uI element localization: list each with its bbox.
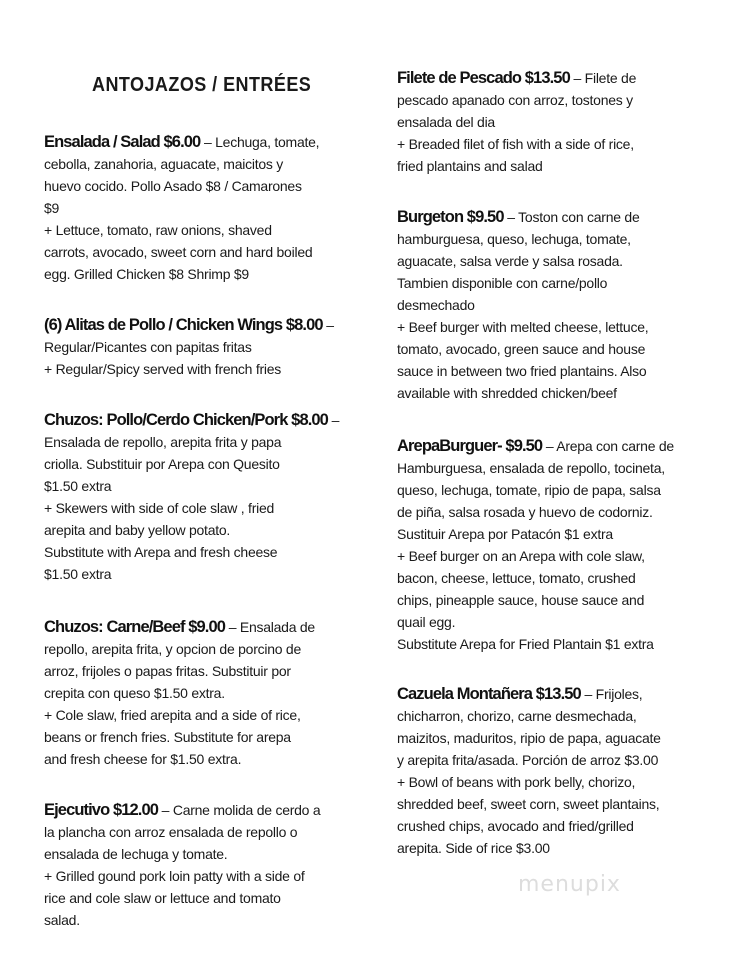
menu-item-desc-line: tomato, avocado, green sauce and house — [397, 341, 646, 357]
menu-item-desc-line: cebolla, zanahoria, aguacate, maicitos y — [44, 156, 284, 172]
menu-item-title: Filete de Pescado $13.50 — [397, 69, 570, 87]
menu-item-desc-line: $1.50 extra — [44, 478, 112, 494]
menu-item-desc-line: queso, lechuga, tomate, ripio de papa, salsa — [397, 482, 661, 498]
menu-item — [44, 409, 389, 585]
menu-item — [397, 67, 742, 177]
section-heading: ANTOJAZOS / ENTRÉES — [92, 74, 312, 96]
menu-item-header — [397, 683, 742, 705]
menu-item-desc-line: crepita con queso $1.50 extra. — [44, 685, 225, 701]
menu-item-desc-line: huevo cocido. Pollo Asado $8 / Camarones — [44, 178, 302, 194]
menu-item-desc-line: + Bowl of beans with pork belly, chorizo, — [397, 774, 636, 790]
menu-item-desc-line: + Beef burger on an Arepa with cole slaw, — [397, 548, 645, 564]
menu-item-desc: – Frijoles, — [580, 686, 643, 702]
menu-item-header — [44, 314, 389, 336]
menu-item-title: ArepaBurguer- $9.50 — [397, 437, 543, 455]
menu-item-desc-line: arepita. Side of rice $3.00 — [397, 840, 550, 856]
menu-item-desc-line: aguacate, salsa verde y salsa rosada. — [397, 253, 623, 269]
menu-item-desc-line: beans or french fries. Substitute for arepa — [44, 729, 291, 745]
menu-item-desc-line: egg. Grilled Chicken $8 Shrimp $9 — [44, 266, 249, 282]
menu-item — [397, 435, 742, 655]
menu-item-desc-line: Substitute with Arepa and fresh cheese — [44, 544, 278, 560]
menu-item-desc-line: Substitute Arepa for Fried Plantain $1 extra — [397, 636, 654, 652]
menu-item — [397, 206, 742, 404]
menu-item — [44, 799, 389, 931]
menu-item-desc-line: chicharron, chorizo, carne desmechada, — [397, 708, 637, 724]
menu-item-title: Ensalada / Salad $6.00 — [44, 133, 201, 151]
menu-item-header — [397, 435, 742, 457]
menu-item-desc-line: crushed chips, avocado and fried/grilled — [397, 818, 634, 834]
menu-item-desc-line: pescado apanado con arroz, tostones y — [397, 92, 633, 108]
menu-item — [397, 683, 742, 859]
menu-item-desc-line: Sustituir Arepa por Patacón $1 extra — [397, 526, 613, 542]
menu-item — [44, 131, 389, 285]
menu-item-desc-line: y arepita frita/asada. Porción de arroz $3.00 — [397, 752, 659, 768]
menu-item-desc-line: + Grilled gound pork loin patty with a side of — [44, 868, 305, 884]
menu-item-desc: – Arepa con carne de — [542, 438, 674, 454]
menu-item-title: Cazuela Montañera $13.50 — [397, 685, 581, 703]
menu-item-desc-line: desmechado — [397, 297, 475, 313]
menu-item-header — [44, 131, 389, 153]
menu-item-title: (6) Alitas de Pollo / Chicken Wings $8.00 — [44, 316, 323, 334]
menu-item-desc-line: arepita and baby yellow potato. — [44, 522, 231, 538]
menu-item-desc-line: rice and cole slaw or lettuce and tomato — [44, 890, 281, 906]
menu-item-desc: – Filete de — [569, 70, 637, 86]
menu-item-desc-line: arroz, frijoles o papas fritas. Substituir por — [44, 663, 291, 679]
menu-item-desc: – — [327, 412, 340, 428]
menu-item-desc-line: Tambien disponible con carne/pollo — [397, 275, 608, 291]
watermark-logo: menupix — [518, 872, 621, 897]
menu-item-desc: – Toston con carne de — [503, 209, 640, 225]
menu-item-desc-line: hamburguesa, queso, lechuga, tomate, — [397, 231, 631, 247]
menu-item-desc-line: sauce in between two fried plantains. Also — [397, 363, 647, 379]
menu-item-desc-line: + Regular/Spicy served with french fries — [44, 361, 282, 377]
menu-item-header — [44, 799, 389, 821]
menu-item-title: Chuzos: Carne/Beef $9.00 — [44, 618, 226, 636]
menu-item-desc-line: shredded beef, sweet corn, sweet plantains, — [397, 796, 660, 812]
menu-item-desc-line: carrots, avocado, sweet corn and hard boiled — [44, 244, 313, 260]
menu-item-desc-line: available with shredded chicken/beef — [397, 385, 617, 401]
menu-item — [44, 314, 389, 380]
menu-item-desc-line: maizitos, maduritos, ripio de papa, aguacate — [397, 730, 661, 746]
menu-item-title: Ejecutivo $12.00 — [44, 801, 159, 819]
menu-item-desc-line: $9 — [44, 200, 60, 216]
menu-item-desc: – Carne molida de cerdo a — [158, 802, 321, 818]
menu-item-desc-line: Regular/Picantes con papitas fritas — [44, 339, 252, 355]
menu-item-desc: – Ensalada de — [225, 619, 315, 635]
menu-item-desc-line: repollo, arepita frita, y opcion de porcino de — [44, 641, 301, 657]
menu-item-header — [397, 206, 742, 228]
menu-item-title: Chuzos: Pollo/Cerdo Chicken/Pork $8.00 — [44, 411, 328, 429]
menu-item-header — [44, 616, 389, 638]
menu-item-desc-line: + Breaded filet of fish with a side of rice, — [397, 136, 634, 152]
menu-item-desc-line: chips, pineapple sauce, house sauce and — [397, 592, 645, 608]
menu-item-header — [397, 67, 742, 89]
menu-item-desc-line: + Skewers with side of cole slaw , fried — [44, 500, 275, 516]
menu-item-desc-line: and fresh cheese for $1.50 extra. — [44, 751, 242, 767]
menu-item-desc-line: quail egg. — [397, 614, 456, 630]
menu-item-desc-line: Ensalada de repollo, arepita frita y papa — [44, 434, 282, 450]
menu-item-desc-line: $1.50 extra — [44, 566, 112, 582]
menu-item-desc-line: ensalada del dia — [397, 114, 495, 130]
menu-item-desc-line: + Lettuce, tomato, raw onions, shaved — [44, 222, 272, 238]
menu-item-desc-line: ensalada de lechuga y tomate. — [44, 846, 228, 862]
menu-item-header — [44, 409, 389, 431]
menu-item-title: Burgeton $9.50 — [397, 208, 504, 226]
menu-item-desc-line: criolla. Substituir por Arepa con Quesito — [44, 456, 280, 472]
menu-item-desc-line: salad. — [44, 912, 80, 928]
menu-item-desc-line: bacon, cheese, lettuce, tomato, crushed — [397, 570, 636, 586]
menu-item-desc-line: + Cole slaw, fried arepita and a side of rice, — [44, 707, 301, 723]
menu-item-desc-line: de piña, salsa rosada y huevo de codorniz. — [397, 504, 653, 520]
menu-item-desc: – Lechuga, tomate, — [200, 134, 320, 150]
menu-item-desc-line: + Beef burger with melted cheese, lettuce, — [397, 319, 649, 335]
menu-item-desc: – — [322, 317, 334, 333]
menu-item-desc-line: la plancha con arroz ensalada de repollo o — [44, 824, 298, 840]
menu-item-desc-line: fried plantains and salad — [397, 158, 543, 174]
menu-item-desc-line: Hamburguesa, ensalada de repollo, tocineta, — [397, 460, 665, 476]
menu-item — [44, 616, 389, 770]
